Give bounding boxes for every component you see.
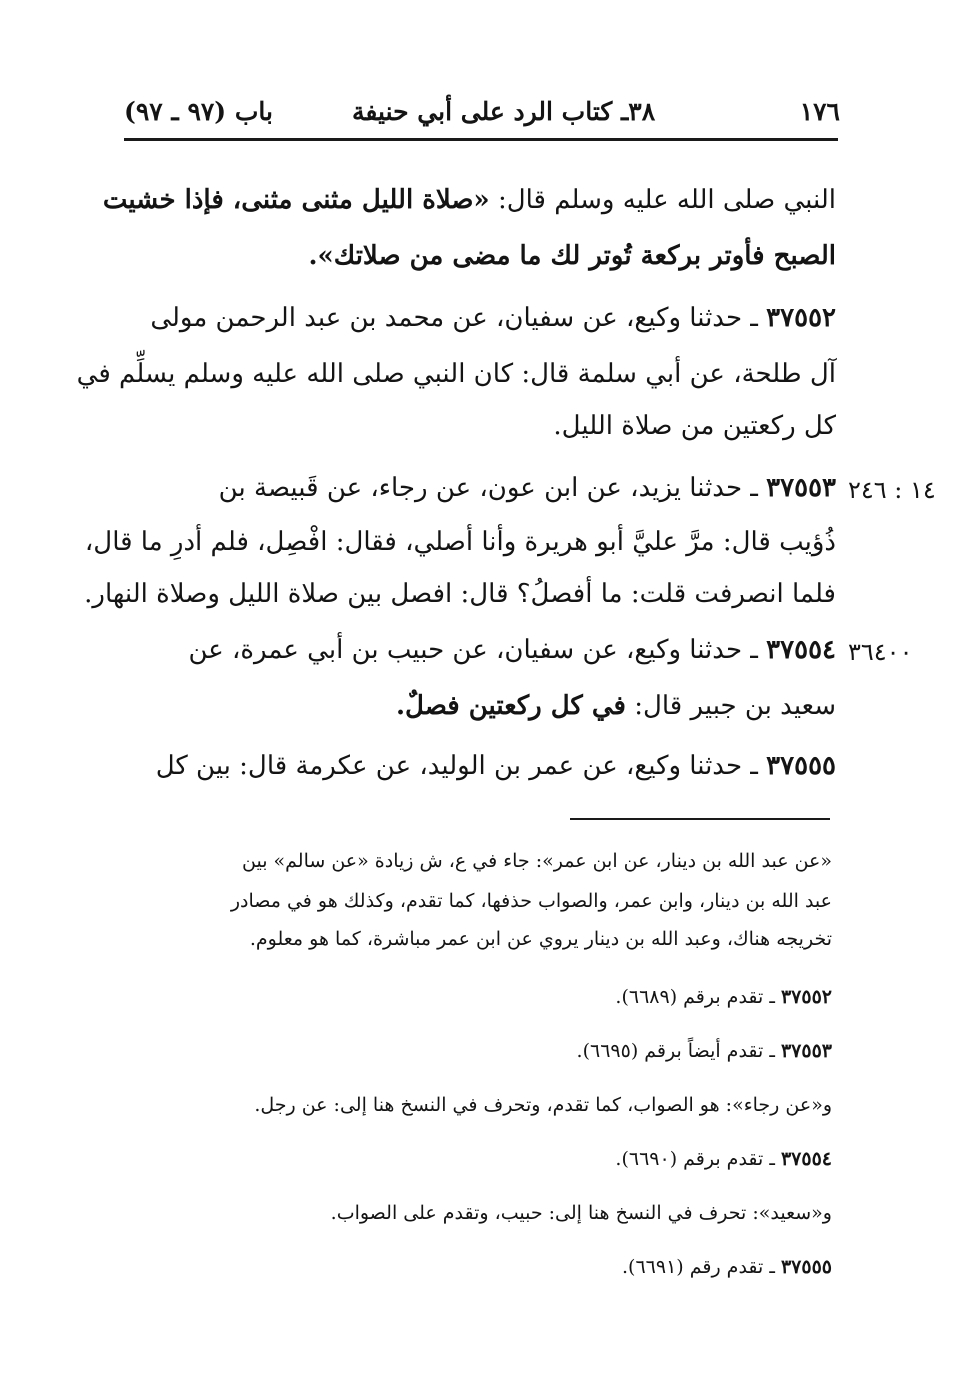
hadith-quote: في كل ركعتين فصلٌ. [395, 691, 626, 721]
margin-reference: ١٤ : ٢٤٦ [848, 476, 936, 504]
main-text: النبي صلى الله عليه وسلم قال: [489, 185, 836, 215]
hadith-line: كل ركعتين من صلاة الليل. [553, 411, 836, 441]
hadith-line [396, 678, 836, 734]
margin-reference: ٣٦٤٠٠ [848, 638, 913, 666]
hadith-line [150, 290, 836, 346]
hadith-text: ـ حدثنا وكيع، عن سفيان، عن محمد بن عبد الرحمن مولى [150, 303, 767, 333]
footnote-line: و«سعيد»: تحرف في النسخ هنا إلى: حبيب، وتقدم على الصواب. [330, 1202, 832, 1224]
page-number: ١٧٦ [799, 97, 840, 126]
footnote-line [615, 1138, 832, 1180]
footnote-text: ـ تقدم أيضاً برقم (٦٦٩٥). [576, 1040, 781, 1062]
hadith-number: ٣٧٥٥٥ [766, 751, 836, 781]
main-line: الصبح فأوتر بركعة تُوتر لك ما مضى من صلاتك». [308, 241, 836, 271]
footnote-number: ٣٧٥٥٤ [780, 1148, 832, 1170]
hadith-text: ـ حدثنا يزيد، عن ابن عون، عن رجاء، عن قَبيصة بن [218, 473, 767, 503]
footnote-line: «عن عبد الله بن دينار، عن ابن عمر»: جاء في ع، ش زيادة «عن سالم» بين [242, 850, 832, 872]
footnote-line: تخريجه هناك، وعبد الله بن دينار يروي عن ابن عمر مباشرة، كما هو معلوم. [249, 928, 832, 950]
main-line [103, 172, 836, 228]
hadith-line [188, 622, 836, 678]
hadith-quote: «صلاة الليل مثنى مثنى، فإذا خشيت [102, 185, 490, 215]
footnote-number: ٣٧٥٥٥ [780, 1256, 832, 1278]
footnote-text: ـ تقدم برقم (٦٦٩٠). [615, 1148, 781, 1170]
book-title: ٣٨ـ كتاب الرد على أبي حنيفة [352, 97, 656, 126]
hadith-text: ـ حدثنا وكيع، عن سفيان، عن حبيب بن أبي عمرة، عن [188, 635, 767, 665]
hadith-number: ٣٧٥٥٤ [766, 635, 836, 665]
hadith-line: آل طلحة، عن أبي سلمة قال: كان النبي صلى الله عليه وسلم يسلِّم في [76, 359, 836, 389]
footnote-line: عبد الله بن دينار، وابن عمر، والصواب حذفها، كما تقدم، وكذلك هو في مصادر [230, 890, 832, 912]
footnote-line: و«عن رجاء»: هو الصواب، كما تقدم، وتحرف في النسخ هنا إلى: عن رجل. [254, 1094, 832, 1116]
header-rule [124, 138, 838, 141]
footnote-rule [570, 818, 830, 820]
footnote-text: ـ تقدم رقم (٦٦٩١). [622, 1256, 781, 1278]
footnote-line [615, 976, 832, 1018]
hadith-number: ٣٧٥٥٢ [766, 303, 836, 333]
hadith-line [219, 460, 836, 516]
hadith-line: فلما انصرفت قلت: ما أفصلُ؟ قال: افصل بين صلاة الليل وصلاة النهار. [84, 579, 836, 609]
hadith-line [156, 738, 836, 794]
footnote-line [622, 1246, 832, 1288]
hadith-text: سعيد بن جبير قال: [625, 691, 836, 721]
hadith-text: ـ حدثنا وكيع، عن عمر بن الوليد، عن عكرمة قال: بين كل [155, 751, 767, 781]
footnote-line [577, 1030, 832, 1072]
footnote-number: ٣٧٥٥٣ [780, 1040, 832, 1062]
footnote-number: ٣٧٥٥٢ [780, 986, 832, 1008]
chapter-label: باب (٩٧ ـ ٩٧) [124, 97, 273, 126]
footnote-text: ـ تقدم برقم (٦٦٨٩). [615, 986, 781, 1008]
hadith-line: ذُؤيب قال: مرَّ عليَّ أبو هريرة وأنا أصلي، فقال: افْصِل، فلم أدرِ ما قال، [84, 527, 836, 557]
hadith-number: ٣٧٥٥٣ [766, 473, 836, 503]
